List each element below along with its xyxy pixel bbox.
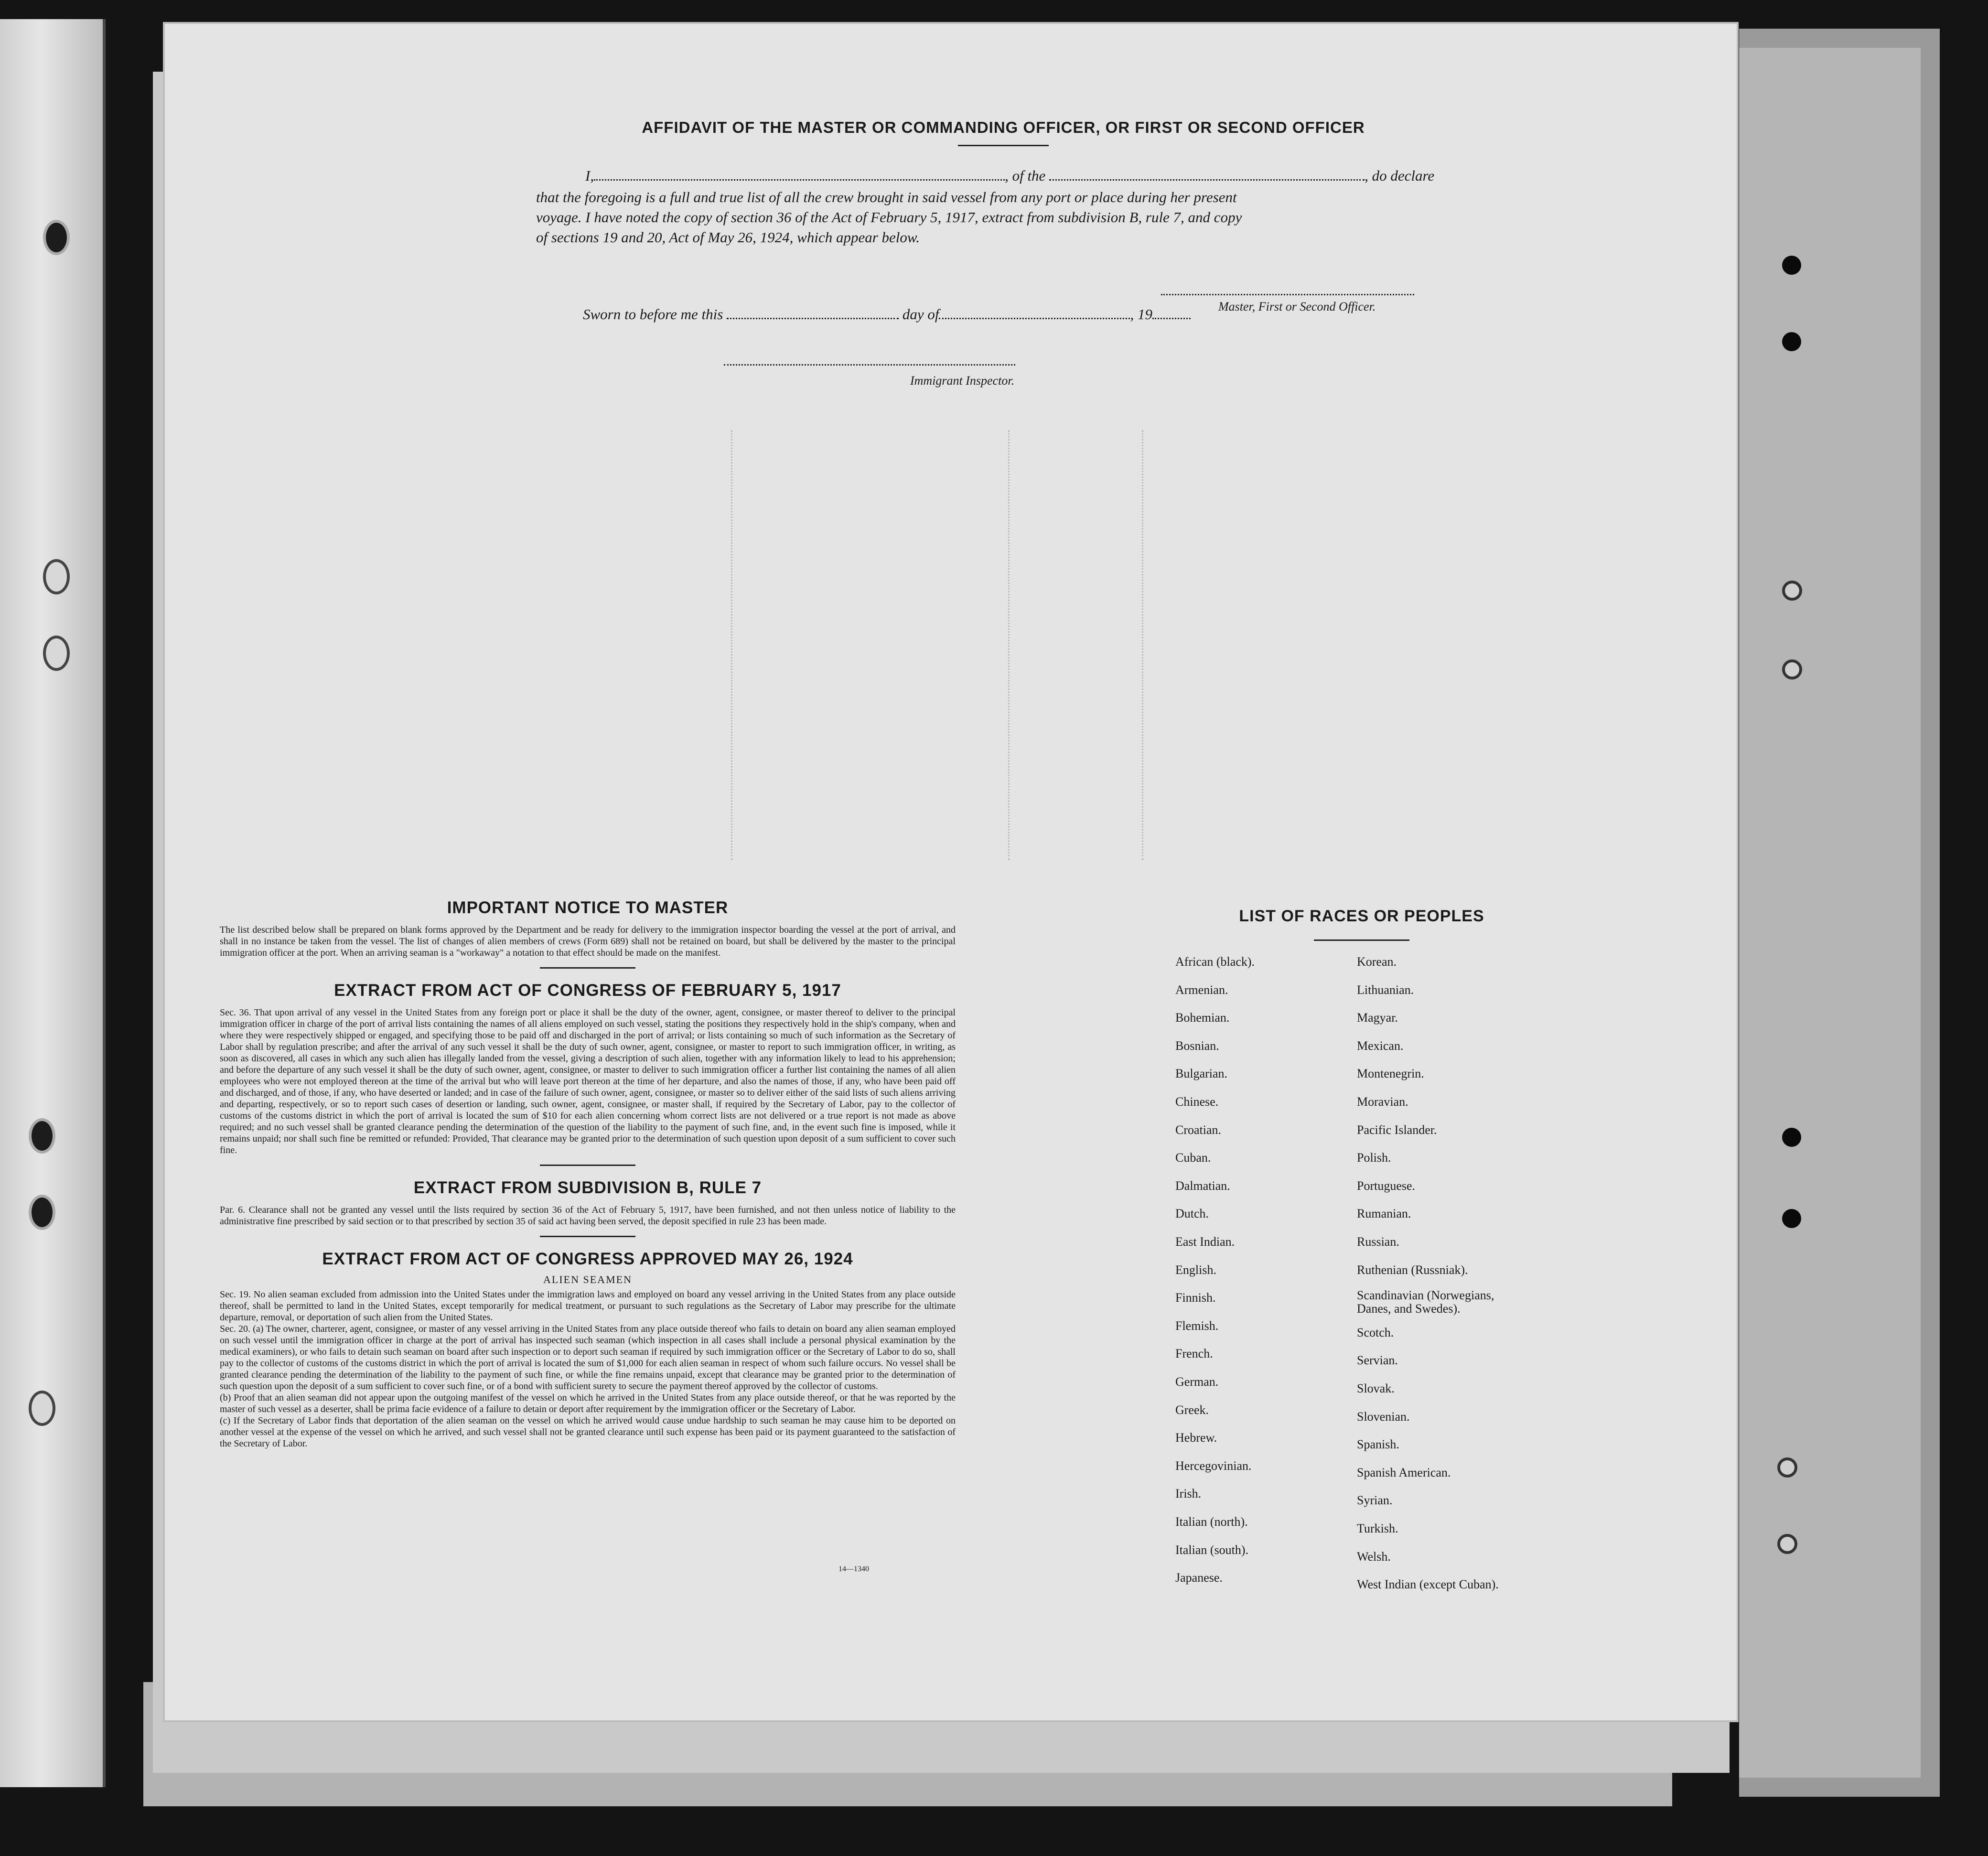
sworn-line [583, 306, 1191, 323]
manifest-reverse-page [165, 24, 1737, 1720]
extract-1924-sec19: Sec. 19. No alien seaman excluded from admission into the United States under the immigration laws and employed on board any vessel arriving in the United States from any place outside thereof, shall be permitted to land in the United States, except temporarily for medical treatment, or pursuant to such regulations as the Secretary of Labor may prescribe for the ultimate departure, removal, or deportation of such alien from the United States. [220, 1289, 956, 1323]
races-heading: LIST OF RACES OR PEOPLES [1239, 907, 1484, 925]
inspector-signature-line [724, 364, 1015, 366]
sworn-day-blank [727, 318, 899, 319]
race-item: Moravian. [1357, 1095, 1408, 1109]
race-item: Pacific Islander. [1357, 1122, 1437, 1137]
binder-hole [29, 1391, 55, 1426]
race-item: Dalmatian. [1175, 1178, 1230, 1193]
sworn-day-label: day of [902, 306, 939, 323]
race-item: Italian (south). [1175, 1543, 1249, 1557]
punch-hole [1782, 581, 1802, 601]
inspector-label: Immigrant Inspector. [910, 374, 1015, 388]
notice-heading: IMPORTANT NOTICE TO MASTER [447, 898, 729, 917]
race-item: Japanese. [1175, 1571, 1223, 1585]
section-rule [540, 1236, 635, 1237]
bleed-through-mark [1142, 430, 1143, 860]
race-item: Cuban. [1175, 1151, 1211, 1165]
race-item: Greek. [1175, 1403, 1209, 1417]
race-item: Scotch. [1357, 1325, 1394, 1339]
race-item: Irish. [1175, 1487, 1202, 1501]
affidavit-of-the: , of the [1005, 167, 1046, 184]
race-item: Scandinavian (Norwegians, Danes, and Swedes). [1357, 1288, 1494, 1316]
extract-rule7-text: Par. 6. Clearance shall not be granted any vessel until the lists required by section 36 of the Act of February 5, 1917, have been furnished, and not then unless notice of liability to the administrative fine prescribed by said section or to that prescribed by section 35 of said act having been served, the deposit specified in rule 23 has been made. [220, 1205, 956, 1227]
race-item: Italian (north). [1175, 1515, 1248, 1529]
race-item: Lithuanian. [1357, 982, 1414, 997]
affidavit-title: AFFIDAVIT OF THE MASTER OR COMMANDING OFFICER, OR FIRST OR SECOND OFFICER [642, 119, 1365, 136]
affidavit-line-1 [585, 167, 1434, 184]
race-item: Russian. [1357, 1235, 1399, 1249]
notice-column [220, 898, 956, 1449]
race-item: Polish. [1357, 1151, 1391, 1165]
affidavit-i: I, [585, 167, 594, 184]
extract-1924-heading: EXTRACT FROM ACT OF CONGRESS APPROVED MAY 26, 1924 [322, 1250, 853, 1268]
race-item: African (black). [1175, 955, 1255, 969]
punch-hole [1782, 1128, 1801, 1147]
extract-1924-sec20a: Sec. 20. (a) The owner, charterer, agent, consignee, or master of any vessel arriving in the United States from any place outside thereof who fails to detain on board any alien seaman employed on such vessel until the immigration officer in charge at the port of arrival has inspected such seaman (which inspection in all cases shall include a personal physical examination by the medical examiners), or who fails to detain such seaman on board after such inspection or to deport such seaman if required by such immigration officer or the Secretary of Labor to do so, shall pay to the collector of customs of the customs district in which the port of arrival is located the sum of $1,000 for each alien seaman in respect of whom such failure occurs. No vessel shall be granted clearance pending the determination of the liability to the payment of such fine, or while the fine remains unpaid, except that clearance may be granted prior to the determination of such question upon the deposit of a sum sufficient to cover such fine, or of a bond with sufficient surety to secure the payment thereof approved by the collector of customs. [220, 1324, 956, 1392]
punch-hole [1782, 256, 1801, 275]
race-item: Magyar. [1357, 1011, 1398, 1025]
name-blank [594, 179, 1005, 181]
binder-strip [0, 19, 106, 1787]
race-item: Bulgarian. [1175, 1067, 1228, 1081]
race-item: Croatian. [1175, 1122, 1222, 1137]
punch-hole [1782, 659, 1802, 680]
race-item: Dutch. [1175, 1207, 1209, 1221]
race-item: Spanish. [1357, 1437, 1399, 1452]
race-item: Portuguese. [1357, 1178, 1416, 1193]
title-rule [958, 145, 1049, 146]
binder-hole [29, 1195, 55, 1230]
extract-1917-heading: EXTRACT FROM ACT OF CONGRESS OF FEBRUARY 5, 1917 [334, 981, 841, 1000]
extract-rule7-heading: EXTRACT FROM SUBDIVISION B, RULE 7 [413, 1178, 762, 1197]
affidavit-line-2: that the foregoing is a full and true list of all the crew brought in said vessel from any port or place during her present [536, 189, 1237, 205]
punch-hole [1782, 332, 1801, 351]
section-rule [540, 1165, 635, 1166]
master-signature-line [1161, 294, 1414, 295]
race-item: Ruthenian (Russniak). [1357, 1263, 1468, 1277]
race-item: Slovenian. [1357, 1409, 1410, 1424]
race-item: English. [1175, 1263, 1216, 1277]
race-item: Servian. [1357, 1353, 1398, 1368]
affidavit-declare: , do declare [1365, 167, 1435, 184]
punch-hole [1782, 1209, 1801, 1228]
notice-text: The list described below shall be prepared on blank forms approved by the Department and be ready for delivery to the immigration inspector boarding the vessel at the port of arrival, and shall in no instance be taken from the vessel. The list of changes of alien members of crews (Form 689) shall not be retained on board, but shall be delivered by the master to the principal immigration officer at the port. When an arriving seaman is a "workaway" a notation to that effect should be made on the manifest. [220, 925, 956, 958]
races-rule [1314, 939, 1409, 941]
race-item: Turkish. [1357, 1521, 1398, 1535]
vessel-blank [1049, 179, 1365, 181]
bleed-through-mark [1008, 430, 1010, 860]
race-item: Welsh. [1357, 1549, 1391, 1564]
binder-hole [43, 559, 70, 594]
alien-seamen-subheading: ALIEN SEAMEN [543, 1273, 632, 1285]
race-item: Hercegovinian. [1175, 1458, 1252, 1473]
race-item: Korean. [1357, 955, 1397, 969]
binder-hole [43, 636, 70, 671]
race-item: Slovak. [1357, 1381, 1395, 1395]
race-item: Bosnian. [1175, 1038, 1219, 1053]
race-item: Finnish. [1175, 1291, 1216, 1305]
race-item: Bohemian. [1175, 1011, 1230, 1025]
sworn-month-blank [939, 318, 1130, 319]
race-item: German. [1175, 1375, 1219, 1389]
race-item: Syrian. [1357, 1493, 1393, 1508]
master-signature-label: Master, First or Second Officer. [1218, 300, 1376, 313]
affidavit-line-3: voyage. I have noted the copy of section 36 of the Act of February 5, 1917, extract from subdivision B, rule 7, and copy [536, 209, 1242, 226]
punch-hole [1777, 1457, 1797, 1478]
bleed-through-mark [731, 430, 732, 860]
race-item: Rumanian. [1357, 1207, 1411, 1221]
affidavit-line-4: of sections 19 and 20, Act of May 26, 1924, which appear below. [536, 229, 920, 246]
race-item: Spanish American. [1357, 1465, 1451, 1479]
race-item: Hebrew. [1175, 1431, 1217, 1445]
race-item: East Indian. [1175, 1235, 1235, 1249]
background-sheet-right-inner [1739, 48, 1921, 1778]
punch-hole [1777, 1534, 1797, 1554]
extract-1924-sec20c: (c) If the Secretary of Labor finds that deportation of the alien seaman on the vessel on which he arrived would cause undue hardship to such seaman he may cause him to be deported on another vessel at the expense of the vessel on which he arrived, and such vessel shall not be granted clearance until such expense has been paid or its payment guaranteed to the satisfaction of the Secretary of Labor. [220, 1415, 956, 1449]
binder-hole [29, 1118, 55, 1154]
sworn-year: , 19 [1130, 306, 1152, 323]
race-item: West Indian (except Cuban). [1357, 1577, 1499, 1592]
race-item: Chinese. [1175, 1095, 1219, 1109]
binder-hole [43, 220, 70, 255]
race-item: Armenian. [1175, 982, 1228, 997]
extract-1924-sec20b: (b) Proof that an alien seaman did not appear upon the outgoing manifest of the vessel on which he arrived in the United States from any place outside thereof, or that he was reported by the master of such vessel as a deserter, shall be prima facie evidence of a failure to detain or deport after requirement by the immigration officer or the Secretary of Labor. [220, 1392, 956, 1414]
race-item: Mexican. [1357, 1038, 1404, 1053]
form-number: 14—1340 [838, 1565, 869, 1573]
race-item: Montenegrin. [1357, 1067, 1424, 1081]
race-item: Flemish. [1175, 1318, 1219, 1333]
extract-1917-text: Sec. 36. That upon arrival of any vessel in the United States from any foreign port or place it shall be the duty of the owner, agent, consignee, or master thereof to deliver to the principal immigration officer in charge of the port of arrival lists containing the names of all aliens employed on such vessel, stating the positions they respectively hold in the ship's company, when and where they were respectively shipped or engaged, and specifying those to be paid off and discharged in the port of arrival; or lists containing so much of such information as the Secretary of Labor shall by regulation prescribe; and after the arrival of any such vessel it shall be the duty of such owner, agent, consignee, or master to report to such immigration officer, in writing, as soon as discovered, all cases in which any such alien has illegally landed from the vessel, giving a description of such alien, together with any information likely to lead to his apprehension; and before the departure of any such vessel it shall be the duty of such owner, agent, consignee, or master to deliver to such immigration officer a further list containing the names of all alien employees who were not employed thereon at the time of the arrival but who will leave port thereon at the time of her departure, and also the names of those, if any, who have been paid off and discharged, and of those, if any, who have deserted or landed; and in case of the failure of such owner, agent, consignee, or master so to deliver either of the said lists of such aliens arriving and departing, respectively, or so to report such cases of desertion or landing, such owner, agent, consignee, or master shall, if required by the Secretary of Labor, pay to the collector of customs of the customs district in which the port of arrival is located the sum of $10 for each alien concerning whom correct lists are not delivered or a true report is not made as above required; and no such vessel shall be granted clearance pending the determination of the question of the liability to the payment of such fine, and, in the event such fine is imposed, while it remains unpaid; nor shall such fine be remitted or refunded: Provided, That clearance may be granted prior to the determination of such question upon deposit of a sum sufficient to cover such fine. [220, 1007, 956, 1155]
sworn-prefix: Sworn to before me this [583, 306, 723, 323]
sworn-year-blank [1152, 318, 1191, 319]
race-item: French. [1175, 1347, 1213, 1361]
section-rule [540, 967, 635, 969]
